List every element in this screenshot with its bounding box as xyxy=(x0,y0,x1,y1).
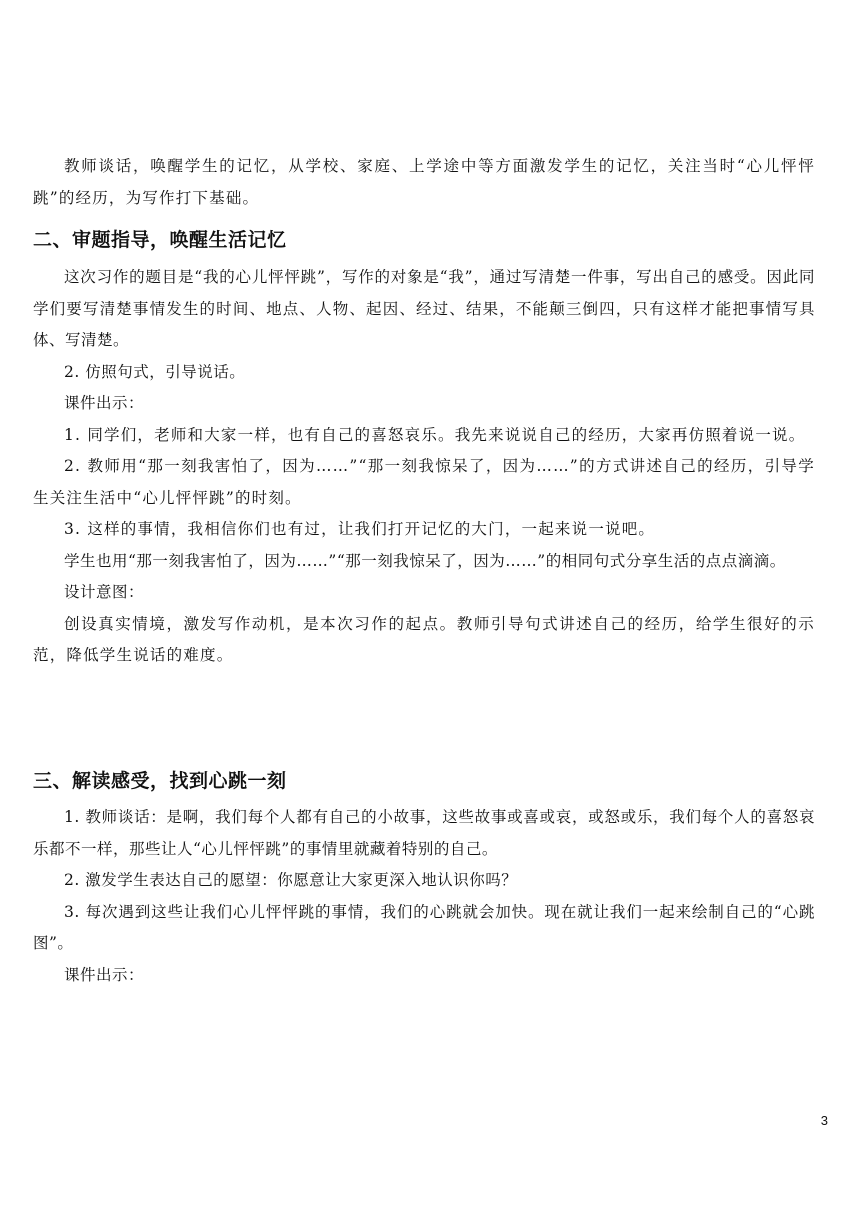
body-paragraph: 2. 仿照句式，引导说话。 xyxy=(64,362,246,381)
section-heading-3 xyxy=(33,767,815,795)
body-paragraph: 2. 激发学生表达自己的愿望：你愿意让大家更深入地认识你吗？ xyxy=(64,871,518,889)
intro-paragraph xyxy=(33,151,815,214)
body-paragraph: 课件出示： xyxy=(64,965,145,984)
body-paragraph: 1. 同学们，老师和大家一样，也有自己的喜怒哀乐。我先来说说自己的经历，大家再仿照着说一说。 xyxy=(64,425,806,444)
body-paragraph: 创设真实情境，激发写作动机，是本次习作的起点。教师引导句式讲述自己的经历，给学生很好的示范，降低学生说话的难度。 xyxy=(33,614,815,664)
section-3-body xyxy=(33,802,815,991)
section-heading: 三、解读感受，找到心跳一刻 xyxy=(33,770,287,792)
section-heading-2 xyxy=(33,226,815,254)
body-paragraph: 2. 教师用“那一刻我害怕了，因为……”“那一刻我惊呆了，因为……”的方式讲述自己的经历，引导学生关注生活中“心儿怦怦跳”的时刻。 xyxy=(33,457,815,507)
section-2-body xyxy=(33,262,815,672)
body-paragraph: 教师谈话，唤醒学生的记忆，从学校、家庭、上学途中等方面激发学生的记忆，关注当时“心儿怦怦跳”的经历，为写作打下基础。 xyxy=(33,157,815,207)
page-number: 3 xyxy=(820,1113,828,1128)
body-paragraph: 3. 这样的事情，我相信你们也有过，让我们打开记忆的大门，一起来说一说吧。 xyxy=(64,520,656,538)
body-paragraph: 这次习作的题目是“我的心儿怦怦跳”，写作的对象是“我”，通过写清楚一件事，写出自己的感受。因此同学们要写清楚事情发生的时间、地点、人物、起因、经过、结果，不能颠三倒四，只有这样才能把事情写具体、写清楚。 xyxy=(33,268,815,349)
body-paragraph: 3. 每次遇到这些让我们心儿怦怦跳的事情，我们的心跳就会加快。现在就让我们一起来绘制自己的“心跳图”。 xyxy=(33,902,815,952)
body-paragraph: 设计意图： xyxy=(64,583,145,601)
body-paragraph: 课件出示： xyxy=(64,394,145,412)
section-heading: 二、审题指导，唤醒生活记忆 xyxy=(33,229,287,251)
body-paragraph: 学生也用“那一刻我害怕了，因为……”“那一刻我惊呆了，因为……”的相同句式分享生活的点点滴滴。 xyxy=(64,551,786,570)
body-paragraph: 1. 教师谈话：是啊，我们每个人都有自己的小故事，这些故事或喜或哀，或怒或乐，我们每个人的喜怒哀乐都不一样，那些让人“心儿怦怦跳”的事情里就藏着特别的自己。 xyxy=(33,808,815,858)
